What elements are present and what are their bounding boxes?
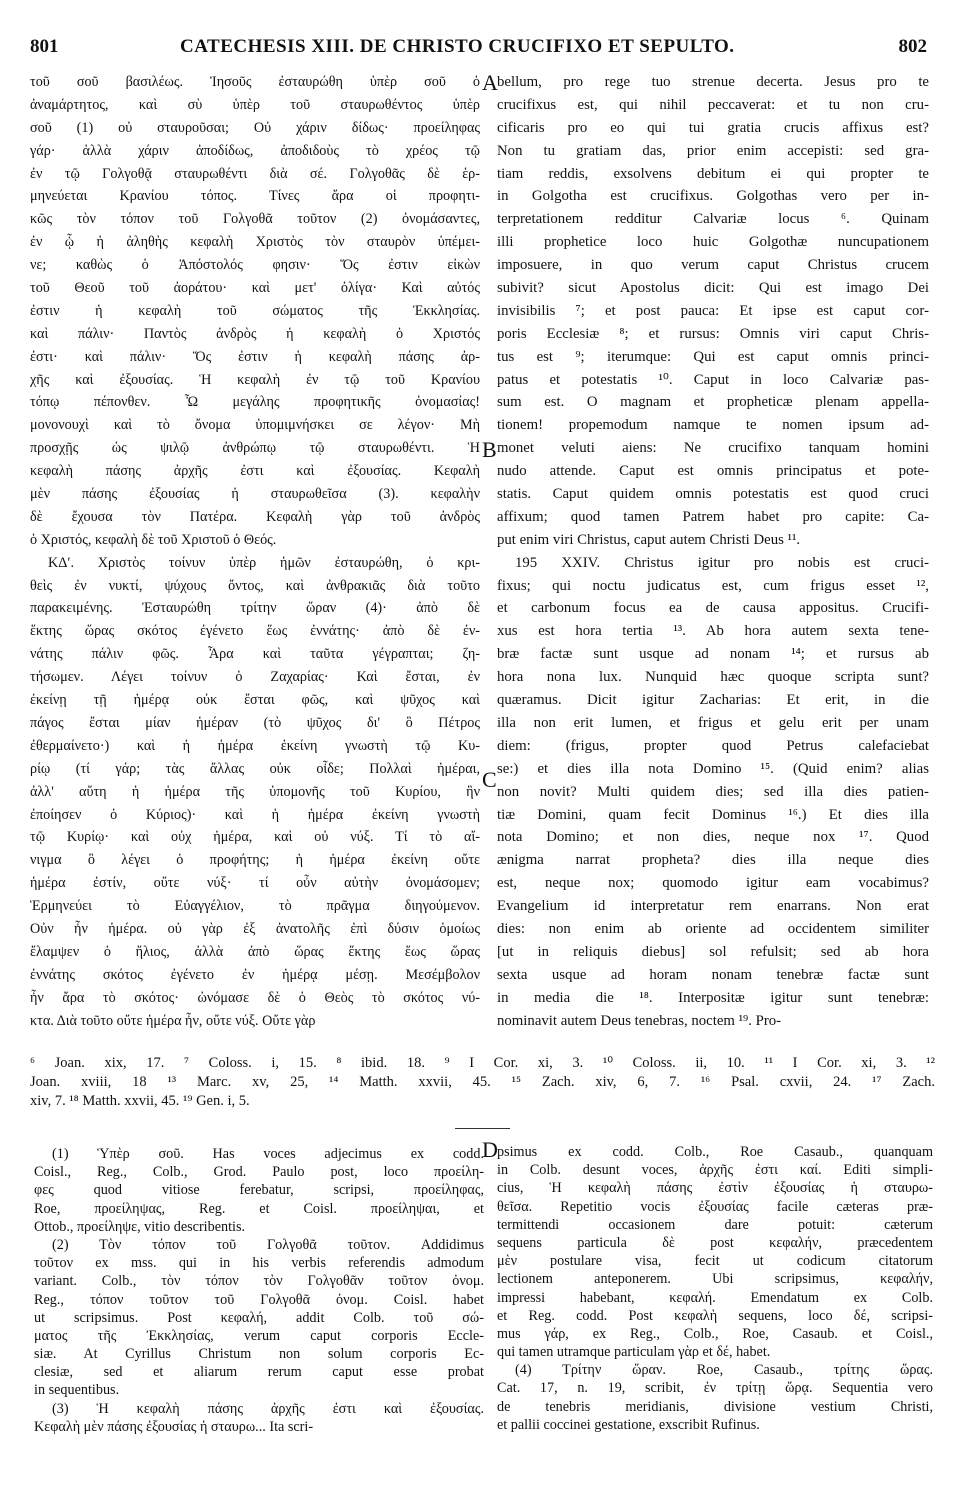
- footnotes-left-column: [34, 1145, 484, 1436]
- page-number-right: 802: [898, 36, 927, 57]
- latin-text-line: quæramus. Dicit igitur Zacharias: Et erit, in die: [497, 692, 929, 709]
- footnote-line: (4) Τρίτην ὥραν. Roe, Casaub., τρίτης ὥρας.: [515, 1362, 933, 1379]
- greek-text-line: ΚΔʹ. Χριστὸς τοίνυν ὑπὲρ ἡμῶν ἐσταυρώθη, ὁ κρι-: [48, 554, 480, 571]
- greek-text-line: ἐποίησεν ὁ Κύριος)· καὶ ἡ ἡμέρα ἐκείνη γνωστὴ: [30, 806, 480, 823]
- footnote-line: μὲν postulare visa, fecit ut codicum citatorum: [497, 1253, 933, 1270]
- greek-text-line: πάγος ἔσται μίαν ἡμέραν (τὸ ψῦχος δι' ὃ Πέτρος: [30, 714, 480, 731]
- greek-text-column: [30, 71, 480, 1032]
- footnote-line: sequens particula δὲ post κεφαλήν, præcedentem: [497, 1234, 933, 1251]
- greek-text-line: ἦν ἄρα τὸ σκότος· ὠνόμασε δὲ ὁ Θεὸς τὸ σκότος νύ-: [30, 989, 480, 1006]
- footnote-line: Cat. 17, n. 19, scribit, ἐν τρίτῃ ὥρᾳ. Sequentia vero: [497, 1380, 933, 1397]
- footnote-line: Reg., τόπον τοῦτον τοῦ Γολγοθᾶ ὀνομ. Coisl. habet: [34, 1291, 484, 1308]
- latin-text-line: terpretationem redditur Calvariæ locus ⁶. Quinam: [497, 211, 929, 228]
- greek-text-line: νάτης πάλιν φῶς. Ἆρα καὶ ταῦτα γέγραπται; ζη-: [30, 646, 480, 663]
- latin-text-line: ænigma narrat propheta? dies illa neque dies: [497, 852, 929, 869]
- section-marker-a: A: [482, 70, 498, 95]
- greek-text-line: δὲ ἔχουσα τὸν Πατέρα. Κεφαλὴ γὰρ τοῦ ἀνδρὸς: [30, 508, 480, 525]
- page-header: [30, 36, 927, 60]
- reference-line: xiv, 7. ¹⁸ Matth. xxvii, 45. ¹⁹ Gen. i, 5.: [30, 1093, 250, 1109]
- latin-text-line: diem: (frigus, propter quod Petrus calefaciebat: [497, 737, 929, 754]
- latin-text-line: bræ factæ sunt usque ad nonam ¹⁴; et rursus ab: [497, 646, 929, 663]
- greek-text-line: κεφαλὴ πάσης ἀρχῆς ἐστι καὶ ἐξουσίας. Κεφαλὴ: [30, 463, 480, 480]
- greek-text-line: ἐστιν ἡ κεφαλὴ τοῦ σώματος τῆς Ἐκκλησίας.: [30, 302, 480, 319]
- greek-text-line: παρακειμένης. Ἐσταυρώθη τρίτην ὥραν (4)· ἀπὸ δὲ: [30, 600, 480, 617]
- greek-text-line: ἐν τῷ Γολγοθᾷ σταυρωθέντι διὰ σέ. Γολγοθᾶς δὲ ἑρ-: [30, 165, 480, 182]
- greek-text-line: καὶ πάλιν· Παντὸς ἀνδρὸς ἡ κεφαλὴ ὁ Χριστός: [30, 325, 480, 342]
- latin-text-line: illi prophetice loco huic Golgothæ nuncupationem: [497, 234, 929, 251]
- latin-text-line: poris Ecclesiæ ⁸; et rursus: Omnis viri caput Chris-: [497, 325, 929, 342]
- footnote-line: Ottob., προείληψε, vitio describentis.: [34, 1218, 246, 1235]
- latin-text-line: Evangelium id interpretatur rem enarrans. Non erat: [497, 898, 929, 915]
- greek-text-line: ἕκτης ὥρας σκότος ἐγένετο ἕως ἐννάτης· ἀπὸ δὲ ἐν-: [30, 623, 480, 640]
- reference-line: ⁶ Joan. xix, 17. ⁷ Coloss. i, 15. ⁸ ibid. 18. ⁹ I Cor. xi, 3. ¹⁰ Coloss. ii, 10. ¹¹ I Cor. xi, 3. ¹²: [30, 1055, 935, 1071]
- latin-text-line: tionem! propemodum namque te nomen ipsum ad-: [497, 417, 929, 434]
- footnote-line: variant. Colb., τὸν τόπον τὸν Γολγοθᾶν τοῦτον ὀνομ.: [34, 1273, 484, 1290]
- latin-text-line: sum est. O magnam et propheticæ plenam appella-: [497, 394, 929, 411]
- running-title: CATECHESIS XIII. DE CHRISTO CRUCIFIXO ET SEPULTO.: [180, 36, 735, 57]
- footnote-line: termittendi occasionem dare potuit: cæterum: [497, 1216, 933, 1233]
- latin-text-line: cificaris pro eo qui tui gratia crucis affixus est?: [497, 119, 929, 136]
- greek-text-line: τήσωμεν. Λέγει τοίνυν ὁ Ζαχαρίας· Καὶ ἔσται, ἐν: [30, 669, 480, 686]
- latin-text-line: se:) et dies illa nota Domino ¹⁵. (Quid enim? alias: [497, 760, 929, 777]
- greek-text-line: κτα. Διὰ τοῦτο οὔτε ἡμέρα ἦν, οὔτε νύξ. Οὔτε γὰρ: [30, 1012, 316, 1029]
- greek-text-line: τόπῳ πέπονθεν. Ὦ μεγάλης προφητικῆς ὀνομασίας!: [30, 394, 480, 411]
- latin-text-line: nudo attende. Caput est omnis principatus et pote-: [497, 463, 929, 480]
- footnote-line: siæ. At Cyrillus Christum non solum corporis Ec-: [34, 1346, 484, 1363]
- footnote-line: et Reg. codd. Post κεφαλὴ sequens, loco δέ, scripsi-: [497, 1307, 933, 1324]
- latin-text-line: affixum; quod tamen Patrem habet pro capite: Ca-: [497, 508, 929, 525]
- latin-text-line: illa non erit lumen, et frigus et gelu erit per unam: [497, 714, 929, 731]
- latin-text-line: et carbonum focus ea de causa appositus. Crucifi-: [497, 600, 929, 617]
- latin-text-line: in media die ¹⁸. Interpositæ igitur sunt tenebræ:: [497, 989, 929, 1006]
- latin-text-line: est, neque nox; quomodo igitur eam vocabimus?: [497, 875, 929, 892]
- latin-text-line: subivit? sicut Apostolus dicit: Qui est imago Dei: [497, 280, 929, 297]
- footnotes-right-column: [497, 1143, 933, 1434]
- latin-text-line: bellum, pro rege tuo strenue decerta. Jesus pro te: [497, 74, 929, 90]
- footnote-line: Roe, προείληψας, Reg. et Coisl. προείληψαι, et: [34, 1200, 484, 1217]
- greek-text-line: γάρ· ἀλλὰ χάριν ἀποδίδως, ἀποδιδοὺς τὸ χρέος τῷ: [30, 142, 480, 159]
- greek-text-line: Οὐν ἦν ἡμέρα. οὐ γὰρ ἐξ ἀνατολῆς ἐπὶ δύσιν ὁμοίως: [30, 920, 480, 937]
- latin-text-line: nota Domino; et non dies, neque nox ¹⁷. Quod: [497, 829, 929, 846]
- greek-text-line: μονονουχὶ καὶ τὸ ὄνομα ὑπομιμνήσκει σε λέγον· Μὴ: [30, 417, 480, 434]
- footnote-line: in Colb. desunt voces, ἀρχῆς ἐστι καί. Editi simpli-: [497, 1162, 933, 1179]
- latin-text-column: [497, 71, 929, 1032]
- latin-text-line: xus est hora tertia ¹³. Ab hora autem sexta tene-: [497, 623, 929, 640]
- greek-text-line: ἐστι· καὶ πάλιν· Ὅς ἐστιν ἡ κεφαλὴ πάσης ἀρ-: [30, 348, 480, 365]
- greek-text-line: ἔλαμψεν ὁ ἥλιος, ἀλλὰ ἀπὸ ὥρας ἕκτης ἕως ὥρας: [30, 943, 480, 960]
- footnote-line: lectionem anteponerem. Ubi scripsimus, κεφαλήν,: [497, 1271, 933, 1288]
- latin-text-line: non novit? Multi quidem dies; sed illa dies patien-: [497, 783, 929, 800]
- latin-text-line: tiæ Domini, quam fecit Dominus ¹⁶.) Et dies illa: [497, 806, 929, 823]
- footnote-line: psimus ex codd. Colb., Roe Casaub., quanquam: [497, 1144, 933, 1160]
- footnote-line: ματος τῆς Ἐκκλησίας, verum caput corporis Eccle-: [34, 1327, 484, 1344]
- footnote-line: mus γάρ, ex Reg., Colb., Roe, Casaub. et Coisl.,: [497, 1325, 933, 1342]
- greek-text-line: ἀλλ' αὕτη ἡ ἡμέρα τῆς ὑπομονῆς τοῦ Κυρίου, ἣν: [30, 783, 480, 800]
- section-marker-b: B: [482, 437, 497, 462]
- latin-text-line: Non tu gratiam das, prior enim accepisti: sed gra-: [497, 142, 929, 159]
- footnote-line: Κεφαλὴ μὲν πάσης ἐξουσίας ἡ σταυρω... Ita scri-: [34, 1418, 314, 1435]
- latin-text-line: 195 XXIV. Christus igitur pro nobis est cruci-: [515, 554, 929, 571]
- latin-text-line: dies: non enim ab oriente ad occidentem similiter: [497, 920, 929, 937]
- footnote-line: (3) Ἡ κεφαλὴ πάσης ἀρχῆς ἐστι καὶ ἐξουσίας.: [52, 1400, 484, 1417]
- latin-text-line: statis. Caput quidem omnis potestatis est quod cruci: [497, 486, 929, 503]
- latin-text-line: hora nona lux. Nunquid hæc quoque scripta sunt?: [497, 669, 929, 686]
- latin-text-line: tiam reddis, exsolvens debitum ei qui propter te: [497, 165, 929, 182]
- footnote-line: φες quod vitiose ferebatur, scripsi, προείληφας,: [34, 1182, 484, 1199]
- greek-text-line: ἐκείνῃ τῇ ἡμέρᾳ οὐκ ἔσται φῶς, καὶ ψῦχος καὶ: [30, 692, 480, 709]
- footnote-line: de tenebris meridianis, divisione vestium Christi,: [497, 1398, 933, 1415]
- greek-text-line: ὁ Χριστός, κεφαλὴ δὲ τοῦ Χριστοῦ ὁ Θεός.: [30, 531, 277, 548]
- greek-text-line: μηνεύεται Κρανίου τόπος. Τίνες ἄρα οἱ προφητι-: [30, 188, 480, 205]
- latin-text-line: invisibilis ⁷; et post pauca: Et ipse est caput cor-: [497, 302, 929, 319]
- reference-line: Joan. xviii, 18 ¹³ Marc. xv, 25, ¹⁴ Matth. xxvii, 45. ¹⁵ Zach. xiv, 6, 7. ¹⁶ Psal. cxvii, 24. ¹⁷ Zach.: [30, 1074, 935, 1090]
- greek-text-line: τῷ Κυρίῳ· καὶ οὐχ ἡμέρα, καὶ οὐ νύξ. Τί τὸ αἴ-: [30, 829, 480, 846]
- footnote-line: clesiæ, sed et aliarum rerum caput esse probat: [34, 1364, 484, 1381]
- footnote-line: Coisl., Reg., Colb., Grod. Paulo post, loco προείλη-: [34, 1164, 484, 1181]
- latin-text-line: put enim viri Christus, caput autem Christi Deus ¹¹.: [497, 531, 801, 548]
- greek-text-line: θεὶς ἐν νυκτί, ψύχους ὄντος, καὶ ἀνθρακιᾶς διὰ τοῦτο: [30, 577, 480, 594]
- latin-text-line: sexta usque ad horam nonam tenebræ factæ sunt: [497, 966, 929, 983]
- scripture-references: [30, 1054, 935, 1111]
- footnote-line: qui tamen utramque particulam γὰρ et δέ, habet.: [497, 1344, 771, 1361]
- greek-text-line: νιγμα ὃ λέγει ὁ προφήτης; ἡ ἡμέρα ἐκείνη οὔτε: [30, 852, 480, 869]
- footnote-line: (1) Ὑπὲρ σοῦ. Has voces adjecimus ex codd.: [52, 1146, 484, 1162]
- greek-text-line: ἐθερμαίνετο·) καὶ ἡ ἡμέρα ἐκείνη γνωστὴ τῷ Κυ-: [30, 737, 480, 754]
- greek-text-line: τοῦ σοῦ βασιλέως. Ἰησοῦς ἐσταυρώθη ὑπὲρ σοῦ ὁ: [30, 74, 480, 90]
- footnote-line: impressi habebant, κεφαλή. Emendatum ex Colb.: [497, 1289, 933, 1306]
- latin-text-line: crucifixus est, qui nihil peccaverat: et tu non cru-: [497, 96, 929, 113]
- greek-text-line: τοῦ Θεοῦ τοῦ ἀοράτου· καὶ μετ' ὀλίγα· Καὶ αὐτός: [30, 280, 480, 297]
- footnote-line: θεῖσα. Repetitio vocis ἐξουσίας facile cæteras præ-: [497, 1198, 933, 1215]
- greek-text-line: Ἑρμηνεύει τὸ Εὐαγγέλιον, τὸ πρᾶγμα διηγούμενον.: [30, 898, 480, 915]
- page-number-left: 801: [30, 36, 59, 57]
- greek-text-line: σοῦ (1) οὐ σταυροῦσαι; Οὐ χάριν δίδως· προείληφας: [30, 119, 480, 136]
- greek-text-line: ἀναμάρτητος, καὶ σὺ ὑπὲρ τοῦ σταυρωθέντος ὑπὲρ: [30, 96, 480, 113]
- footnote-line: (2) Τὸν τόπον τοῦ Γολγοθᾶ τοῦτον. Addidimus: [52, 1236, 484, 1253]
- latin-text-line: imposuere, in quo verum caput Christus crucem: [497, 257, 929, 274]
- greek-text-line: νε; καθὼς ὁ Ἀπόστολός φησιν· Ὅς ἐστιν εἰκὼν: [30, 257, 480, 274]
- greek-text-line: μὲν πάσης ἐξουσίας ἡ σταυρωθεῖσα (3). κεφαλὴν: [30, 486, 480, 503]
- latin-text-line: in Golgotha est crucifixus. Golgothas vero per in-: [497, 188, 929, 205]
- greek-text-line: ἐννάτης σκότος ἐγένετο ἐν ἡμέρᾳ μέσῃ. Μεσέμβολον: [30, 966, 480, 983]
- greek-text-line: ἐν ᾧ ἡ ἀληθὴς κεφαλὴ Χριστὸς τὸν σταυρὸν ὑπέμει-: [30, 234, 480, 251]
- greek-text-line: χῆς καὶ ἐξουσίας. Ἡ κεφαλὴ ἐν τῷ τοῦ Κρανίου: [30, 371, 480, 388]
- latin-text-line: nominavit autem Deus tenebras, noctem ¹⁹. Pro-: [497, 1012, 782, 1029]
- greek-text-line: προσχῇς ὡς ψιλῷ ἀνθρώπῳ τῷ σταυρωθέντι. Ἡ: [30, 440, 480, 457]
- greek-text-line: κῶς τὸν τόπον τοῦ Γολγοθᾶ τοῦτον (2) ὀνομάσαντες,: [30, 211, 480, 228]
- footnote-line: cius, Ἡ κεφαλὴ πάσης ἐστὶν ἐξουσίας ἡ σταυρω-: [497, 1180, 933, 1197]
- latin-text-line: monet veluti aiens: Ne crucifixo tanquam homini: [497, 440, 929, 457]
- footnote-line: τοῦτον ex mss. qui in his verbis referendis admodum: [34, 1255, 484, 1272]
- latin-text-line: patus et potestatis ¹⁰. Caput in loco Calvariæ pas-: [497, 371, 929, 388]
- greek-text-line: ἡμέρα ἐστίν, οὔτε νύξ· τί οὖν αὐτὴν ὀνομάσομεν;: [30, 875, 480, 892]
- latin-text-line: fixus; qui noctu judicatus est, cum frigus esset ¹²,: [497, 577, 929, 594]
- section-marker-c: C: [482, 767, 497, 792]
- footnote-line: et pallii coccinei gestatione, exscribit Rufinus.: [497, 1416, 760, 1433]
- section-marker-d: D: [482, 1137, 498, 1162]
- latin-text-line: tus est ⁹; iterumque: Qui est caput omnis princi-: [497, 348, 929, 365]
- greek-text-line: ρίῳ (τί γάρ; τὰς ἄλλας οὐκ οἶδε; Πολλαὶ ἡμέραι,: [30, 760, 480, 777]
- footnote-line: ut scripsimus. Post κεφαλή, addit Colb. τοῦ σώ-: [34, 1309, 484, 1326]
- latin-text-line: [ut in reliquis diebus] sol refulsit; sed ab hora: [497, 943, 929, 960]
- footnote-line: in sequentibus.: [34, 1382, 120, 1399]
- footnote-divider: [455, 1128, 510, 1129]
